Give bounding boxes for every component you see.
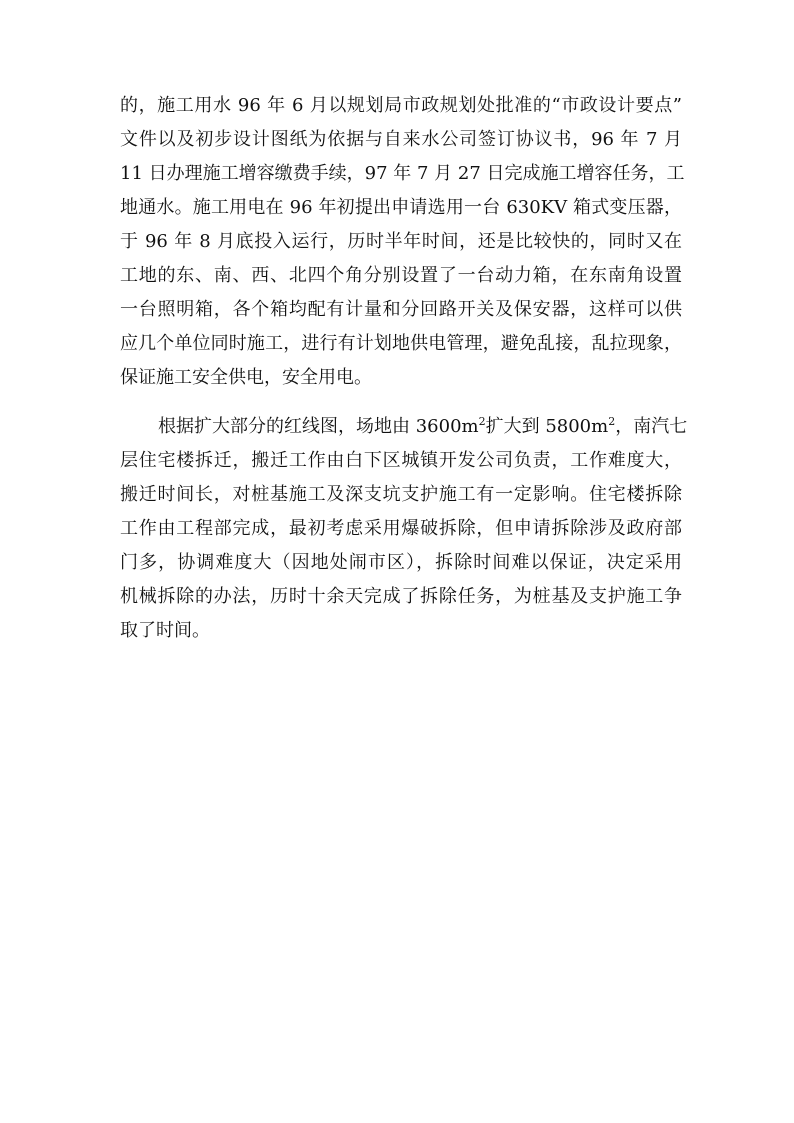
text-line: 文件以及初步设计图纸为依据与自来水公司签订协议书，96 年 7 月 — [120, 129, 682, 150]
text-line: 工地的东、南、西、北四个角分别设置了一台动力箱，在东南角设置 — [120, 265, 682, 286]
text-line: 的，施工用水 96 年 6 月以规划局市政规划处批准的“市政设计要点” — [120, 95, 682, 116]
text-line: 地通水。施工用电在 96 年初提出申请选用一台 630KV 箱式变压器， — [120, 197, 682, 218]
text-line: 门多，协调难度大（因地处闹市区），拆除时间难以保证，决定采用 — [120, 552, 682, 573]
text-segment: 扩大到 5800m — [485, 416, 609, 437]
paragraph-utilities — [120, 89, 685, 395]
paragraph-spacer — [120, 395, 682, 410]
text-segment: 根据扩大部分的红线图，场地由 3600m — [158, 416, 479, 437]
text-line: 11 日办理施工增容缴费手续，97 年 7 月 27 日完成施工增容任务，工 — [120, 163, 685, 184]
text-line: 取了时间。 — [120, 620, 210, 641]
text-segment: ，南汽七 — [615, 416, 688, 437]
superscript: 2 — [478, 415, 486, 428]
text-line: 于 96 年 8 月底投入运行，历时半年时间，还是比较快的，同时又在 — [120, 231, 682, 252]
document-body — [120, 89, 688, 648]
text-line — [120, 410, 688, 444]
text-line: 层住宅楼拆迁，搬迁工作由白下区城镇开发公司负责，工作难度大， — [120, 450, 682, 471]
text-line: 应几个单位同时施工，进行有计划地供电管理，避免乱接，乱拉现象， — [120, 333, 682, 354]
paragraph-demolition — [120, 410, 688, 648]
superscript: 2 — [608, 415, 616, 428]
text-line: 工作由工程部完成，最初考虑采用爆破拆除，但申请拆除涉及政府部 — [120, 518, 682, 539]
text-line: 搬迁时间长，对桩基施工及深支坑支护施工有一定影响。住宅楼拆除 — [120, 484, 682, 505]
text-line: 一台照明箱，各个箱均配有计量和分回路开关及保安器，这样可以供 — [120, 299, 682, 320]
text-line: 机械拆除的办法，历时十余天完成了拆除任务，为桩基及支护施工争 — [120, 586, 682, 607]
text-line: 保证施工安全供电，安全用电。 — [120, 367, 372, 388]
